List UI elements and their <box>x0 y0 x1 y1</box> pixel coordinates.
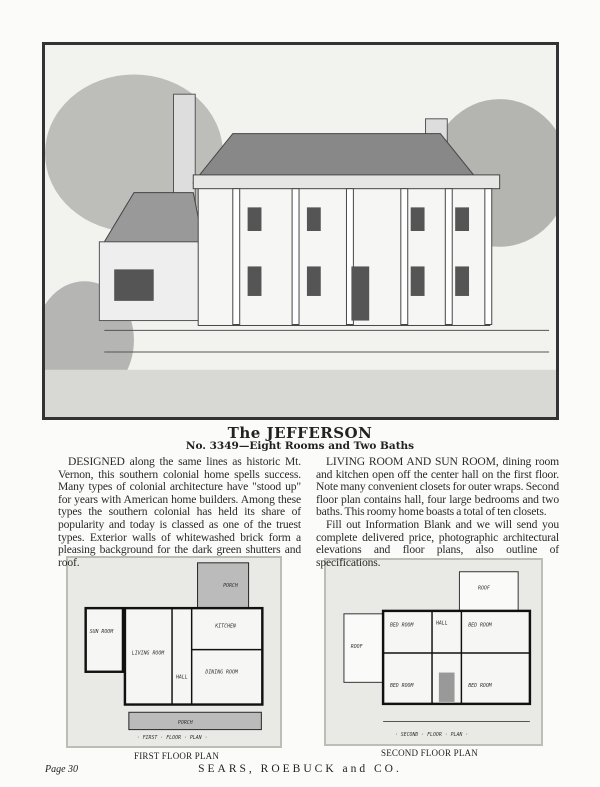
house-illustration <box>42 42 559 420</box>
first-floor-plan <box>66 556 282 748</box>
room-label: BED ROOM <box>389 683 414 690</box>
page-number: Page 30 <box>45 764 79 775</box>
room-label: BED ROOM <box>468 683 492 690</box>
description-paragraph: LIVING ROOM AND SUN ROOM, dining room and kitchen open off the center hall on the first floor. Note many convenient closets for outer wraps. Second floor plan contains hall, four large bedrooms and two baths. This roomy home boasts a total of ten closets. <box>316 455 559 519</box>
description-column-left <box>58 456 301 569</box>
publisher-name: SEARS, ROEBUCK and CO. <box>198 763 402 775</box>
room-label: BED ROOM <box>468 622 492 629</box>
room-label: LIVING ROOM <box>131 650 165 657</box>
description-paragraph: DESIGNED along the same lines as historic Mt. Vernon, this southern colonial home spells success. Many types of colonial architecture have "stood up" for years with American home builders. Among these types the southern colonial has held its share of popularity and today is classed as one of the truest types. Exterior walls of whitewashed brick form a pleasing background for the dark green shutters and roof. <box>58 455 301 569</box>
room-label: SUN ROOM <box>89 629 114 636</box>
room-label: PORCH <box>223 582 238 589</box>
second-floor-caption: SECOND FLOOR PLAN <box>381 748 478 758</box>
room-label: HALL <box>435 620 448 627</box>
room-label: PORCH <box>177 719 193 726</box>
room-label: KITCHEN <box>215 623 236 630</box>
page-subtitle: No. 3349—Eight Rooms and Two Baths <box>185 440 415 452</box>
plan-inner-title: · SECOND · FLOOR · PLAN · <box>394 732 469 739</box>
description-paragraph: Fill out Information Blank and we will send you complete delivered price, photographic architectural elevations and floor plans, also outline of specifications. <box>316 517 559 569</box>
room-label: DINING ROOM <box>205 669 238 676</box>
description-column-right <box>316 456 559 569</box>
room-label: ROOF <box>478 585 490 592</box>
page-title: The JEFFERSON <box>227 424 373 442</box>
plan-inner-title: · FIRST · FLOOR · PLAN · <box>136 735 208 742</box>
room-label: HALL <box>175 674 188 681</box>
first-floor-caption: FIRST FLOOR PLAN <box>134 751 220 761</box>
second-floor-plan <box>324 558 543 746</box>
room-label: ROOF <box>350 644 363 651</box>
room-label: BED ROOM <box>389 622 414 629</box>
